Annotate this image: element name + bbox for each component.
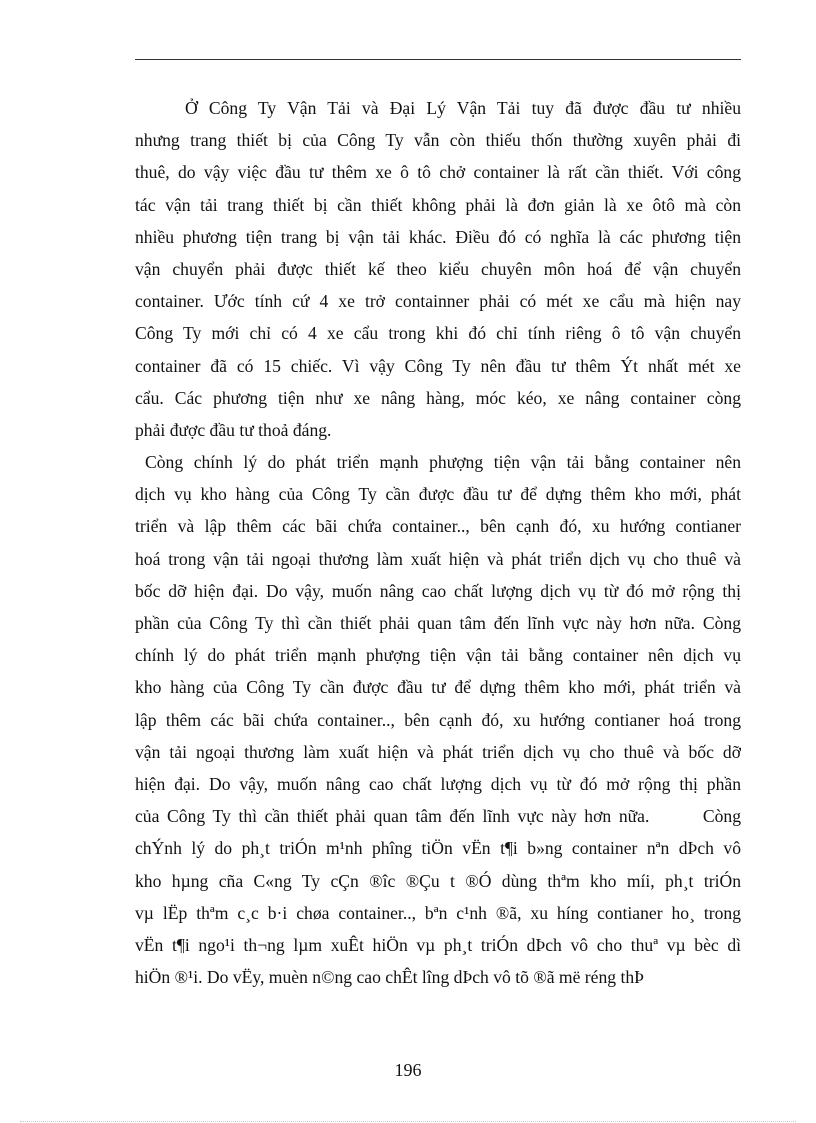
text-line: cẩu. Các phương tiện như xe nâng hàng, móc kéo, xe nâng container còng <box>135 387 741 408</box>
text-line: nhiều phương tiện trang bị vận tải khác. Điều đó có nghĩa là các phương tiện <box>135 226 741 247</box>
page-number: 196 <box>394 1060 422 1080</box>
text-line: Ở Công Ty Vận Tải và Đại Lý Vận Tải tuy đã được đầu tư nhiều <box>185 98 741 118</box>
text-line: vËn t¶i ngo¹i th¬ng lµm xuÊt hiÖn vµ ph¸t triÓn dÞch vô cho thuª vµ bèc dì <box>135 934 741 955</box>
text-line: kho hµng cña C«ng Ty cÇn ®îc ®Çu t ®Ó dùng thªm kho míi, ph¸t triÓn <box>135 870 741 891</box>
text-line: Công Ty mới chỉ có 4 xe cẩu trong khi đó chỉ tính riêng ô tô vận chuyển <box>135 323 741 344</box>
text-line: chÝnh lý do ph¸t triÓn m¹nh phîng tiÖn vËn t¶i b»ng container nªn dÞch vô <box>135 838 741 859</box>
text-line: tác vận tải trang thiết bị cần thiết không phải là đơn giản là xe ôtô mà còn <box>135 194 741 215</box>
document-body <box>135 92 741 993</box>
text-line: vµ lËp thªm c¸c b·i chøa container.., bªn c¹nh ®ã, xu híng contianer ho¸ trong <box>135 902 741 923</box>
text-line: chính lý do phát triển mạnh phượng tiện vận tải bằng container nên dịch vụ <box>135 645 741 666</box>
text-line: container. Ước tính cứ 4 xe trở containner phải có mét xe cẩu mà hiện nay <box>135 291 741 312</box>
text-line: hiÖn ®¹i. Do vËy, muèn n©ng cao chÊt lîng dÞch vô tõ ®ã më réng thÞ <box>135 967 644 988</box>
text-line: hoá trong vận tải ngoại thương làm xuất hiện và phát triển dịch vụ cho thuê và <box>135 548 741 569</box>
text-line: nhưng trang thiết bị của Công Ty vẫn còn thiếu thốn thường xuyên phải đi <box>135 130 741 151</box>
text-line: của Công Ty thì cần thiết phải quan tâm đến lĩnh vực này hơn nữa. Còng <box>135 806 741 827</box>
text-line: vận tải ngoại thương làm xuất hiện và phát triển dịch vụ cho thuê và bốc dỡ <box>135 741 741 762</box>
text-line: phải được đầu tư thoả đáng. <box>135 419 332 440</box>
text-line: kho hàng của Công Ty cần được đầu tư để dựng thêm kho mới, phát triển và <box>135 677 741 698</box>
text-line: dịch vụ kho hàng của Công Ty cần được đầu tư để dựng thêm kho mới, phát <box>135 484 741 505</box>
text-line: Còng chính lý do phát triển mạnh phượng tiện vận tải bằng container nên <box>145 452 741 473</box>
text-line: lập thêm các bãi chứa container.., bên cạnh đó, xu hướng contianer hoá trong <box>135 709 741 730</box>
text-line: hiện đại. Do vậy, muốn nâng cao chất lượng dịch vụ từ đó mở rộng thị phần <box>135 773 741 794</box>
text-line: bốc dỡ hiện đại. Do vậy, muốn nâng cao chất lượng dịch vụ từ đó mở rộng thị <box>135 580 741 601</box>
text-line: thuê, do vậy việc đầu tư thêm xe ô tô chở container là rất cần thiết. Với công <box>135 162 741 183</box>
text-line: container đã có 15 chiếc. Vì vậy Công Ty nên đầu tư thêm Ýt nhất mét xe <box>135 355 741 376</box>
header-rule <box>135 59 741 60</box>
text-line: triển và lập thêm các bãi chứa container.., bên cạnh đó, xu hướng contianer <box>135 516 741 537</box>
footer-divider <box>20 1121 796 1122</box>
text-line: vận chuyển phải được thiết kế theo kiểu chuyên môn hoá để vận chuyển <box>135 258 741 279</box>
text-line: phần của Công Ty thì cần thiết phải quan tâm đến lĩnh vực này hơn nữa. Còng <box>135 613 741 633</box>
